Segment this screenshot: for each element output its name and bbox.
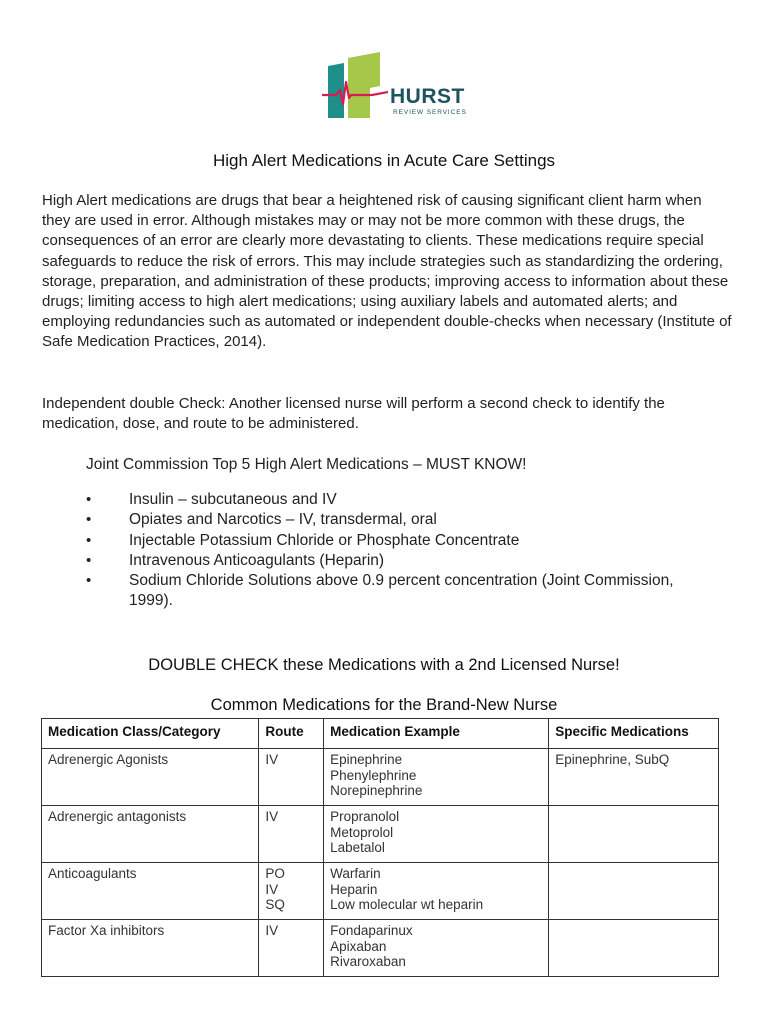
- cell-example: [324, 920, 549, 977]
- cell-example: [324, 749, 549, 806]
- top5-heading: Joint Commission Top 5 High Alert Medications – MUST KNOW!: [86, 456, 527, 473]
- list-item: • Insulin – subcutaneous and IV: [86, 490, 686, 510]
- double-check-banner: DOUBLE CHECK these Medications with a 2nd Licensed Nurse!: [148, 656, 620, 674]
- cell-category: Adrenergic Agonists: [42, 749, 259, 806]
- route-value: SQ: [265, 897, 285, 912]
- header-route: Route: [259, 719, 324, 749]
- medications-table: [41, 718, 719, 977]
- logo-subtitle: REVIEW SERVICES: [393, 109, 467, 116]
- intro-paragraph: High Alert medications are drugs that bear a heightened risk of causing significant client harm when they are used in error. Although mistakes may or may not be more common with these drugs, the consequences of an error are clearly more devastating to clients. These medications require special safeguards to reduce the risk of errors. This may include strategies such as standardizing the ordering, storage, preparation, and administration of these products; improving access to information about these drugs; limiting access to high alert medications; using auxiliary labels and automated alerts; and employing redundancies such as automated or independent double-checks when necessary (Institute of Safe Medication Practices, 2014).: [42, 192, 732, 351]
- cell-route: [259, 863, 324, 920]
- example-value: Labetalol: [330, 840, 385, 855]
- common-meds-heading: Common Medications for the Brand-New Nurse: [210, 696, 558, 714]
- cell-route: [259, 806, 324, 863]
- example-value: Phenylephrine: [330, 767, 417, 783]
- list-item: • Intravenous Anticoagulants (Heparin): [86, 551, 686, 571]
- cell-specific: [549, 863, 719, 920]
- example-value: Apixaban: [330, 938, 387, 954]
- header-category: Medication Class/Category: [42, 719, 259, 749]
- route-value: IV: [265, 923, 279, 938]
- route-value: PO: [265, 866, 285, 881]
- cell-route: [259, 749, 324, 806]
- example-value: Fondaparinux: [330, 923, 413, 938]
- list-item: • Injectable Potassium Chloride or Phosphate Concentrate: [86, 531, 686, 551]
- route-value: IV: [265, 881, 279, 897]
- route-value: IV: [265, 809, 279, 824]
- cell-category: Factor Xa inhibitors: [42, 920, 259, 977]
- list-item: • Sodium Chloride Solutions above 0.9 percent concentration (Joint Commission, 1999).: [86, 571, 686, 612]
- cell-specific: [549, 920, 719, 977]
- cell-specific: [549, 806, 719, 863]
- cell-category: Anticoagulants: [42, 863, 259, 920]
- document-title: High Alert Medications in Acute Care Settings: [212, 151, 556, 170]
- route-value: IV: [265, 752, 279, 767]
- cell-route: [259, 920, 324, 977]
- cell-example: [324, 863, 549, 920]
- logo-wordmark: HURST: [390, 85, 465, 108]
- cell-example: [324, 806, 549, 863]
- list-item: • Opiates and Narcotics – IV, transdermal, oral: [86, 510, 686, 530]
- example-value: Norepinephrine: [330, 783, 423, 798]
- table-row: [42, 806, 719, 863]
- example-value: Heparin: [330, 881, 378, 897]
- example-value: Metoprolol: [330, 824, 394, 840]
- table-row: [42, 920, 719, 977]
- example-value: Epinephrine: [330, 752, 403, 767]
- table-row: [42, 863, 719, 920]
- top5-list: [86, 490, 686, 612]
- double-check-paragraph: Independent double Check: Another licensed nurse will perform a second check to identify the medication, dose, and route to be administered.: [42, 395, 665, 433]
- table-row: [42, 749, 719, 806]
- table-header-row: [42, 719, 719, 749]
- example-value: Warfarin: [330, 866, 381, 881]
- cell-specific: Epinephrine, SubQ: [549, 749, 719, 806]
- cell-category: Adrenergic antagonists: [42, 806, 259, 863]
- header-specific: Specific Medications: [549, 719, 719, 749]
- example-value: Low molecular wt heparin: [330, 897, 484, 912]
- example-value: Rivaroxaban: [330, 954, 406, 969]
- example-value: Propranolol: [330, 809, 400, 824]
- hurst-logo: [322, 52, 472, 122]
- header-example: Medication Example: [324, 719, 549, 749]
